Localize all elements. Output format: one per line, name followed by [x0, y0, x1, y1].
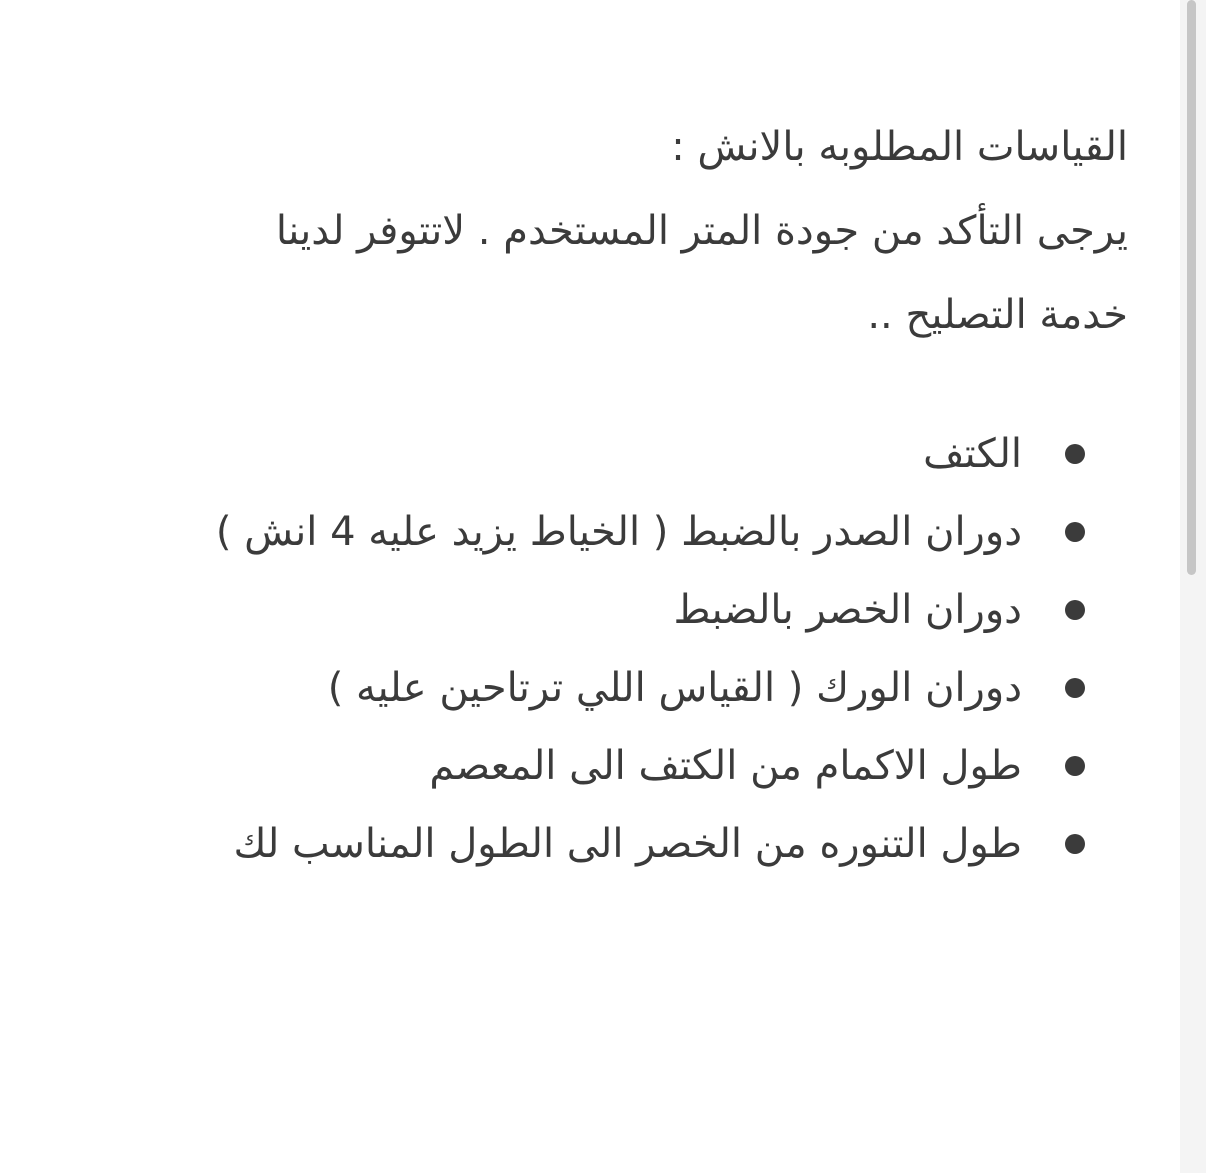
list-item-label: دوران الورك ( القياس اللي ترتاحين عليه ) [327, 665, 1022, 711]
scrollbar-thumb[interactable] [1187, 0, 1196, 575]
note-line-1: يرجى التأكد من جودة المتر المستخدم . لاتتوفر لدينا [275, 208, 1128, 254]
measurements-list [60, 415, 1128, 883]
measurements-heading: القياسات المطلوبه بالانش : [671, 124, 1128, 170]
bullet-icon [1065, 522, 1085, 542]
list-item [60, 415, 1128, 493]
intro-section [60, 105, 1128, 357]
list-item [60, 805, 1128, 883]
list-item [60, 493, 1128, 571]
content-area [60, 105, 1128, 883]
spacer [60, 357, 1128, 415]
list-item-label: طول الاكمام من الكتف الى المعصم [429, 743, 1022, 789]
bullet-icon [1065, 678, 1085, 698]
bullet-icon [1065, 756, 1085, 776]
bullet-icon [1065, 600, 1085, 620]
list-item [60, 571, 1128, 649]
list-item-label: طول التنوره من الخصر الى الطول المناسب لك [233, 821, 1022, 867]
bullet-icon [1065, 444, 1085, 464]
list-item-label: دوران الصدر بالضبط ( الخياط يزيد عليه 4 انش ) [215, 509, 1022, 555]
list-item-label: الكتف [923, 431, 1022, 477]
list-item [60, 727, 1128, 805]
list-item-label: دوران الخصر بالضبط [673, 587, 1022, 633]
bullet-icon [1065, 834, 1085, 854]
note-line-2: خدمة التصليح .. [867, 292, 1128, 338]
scrollbar-track[interactable] [1180, 0, 1206, 1173]
list-item [60, 649, 1128, 727]
